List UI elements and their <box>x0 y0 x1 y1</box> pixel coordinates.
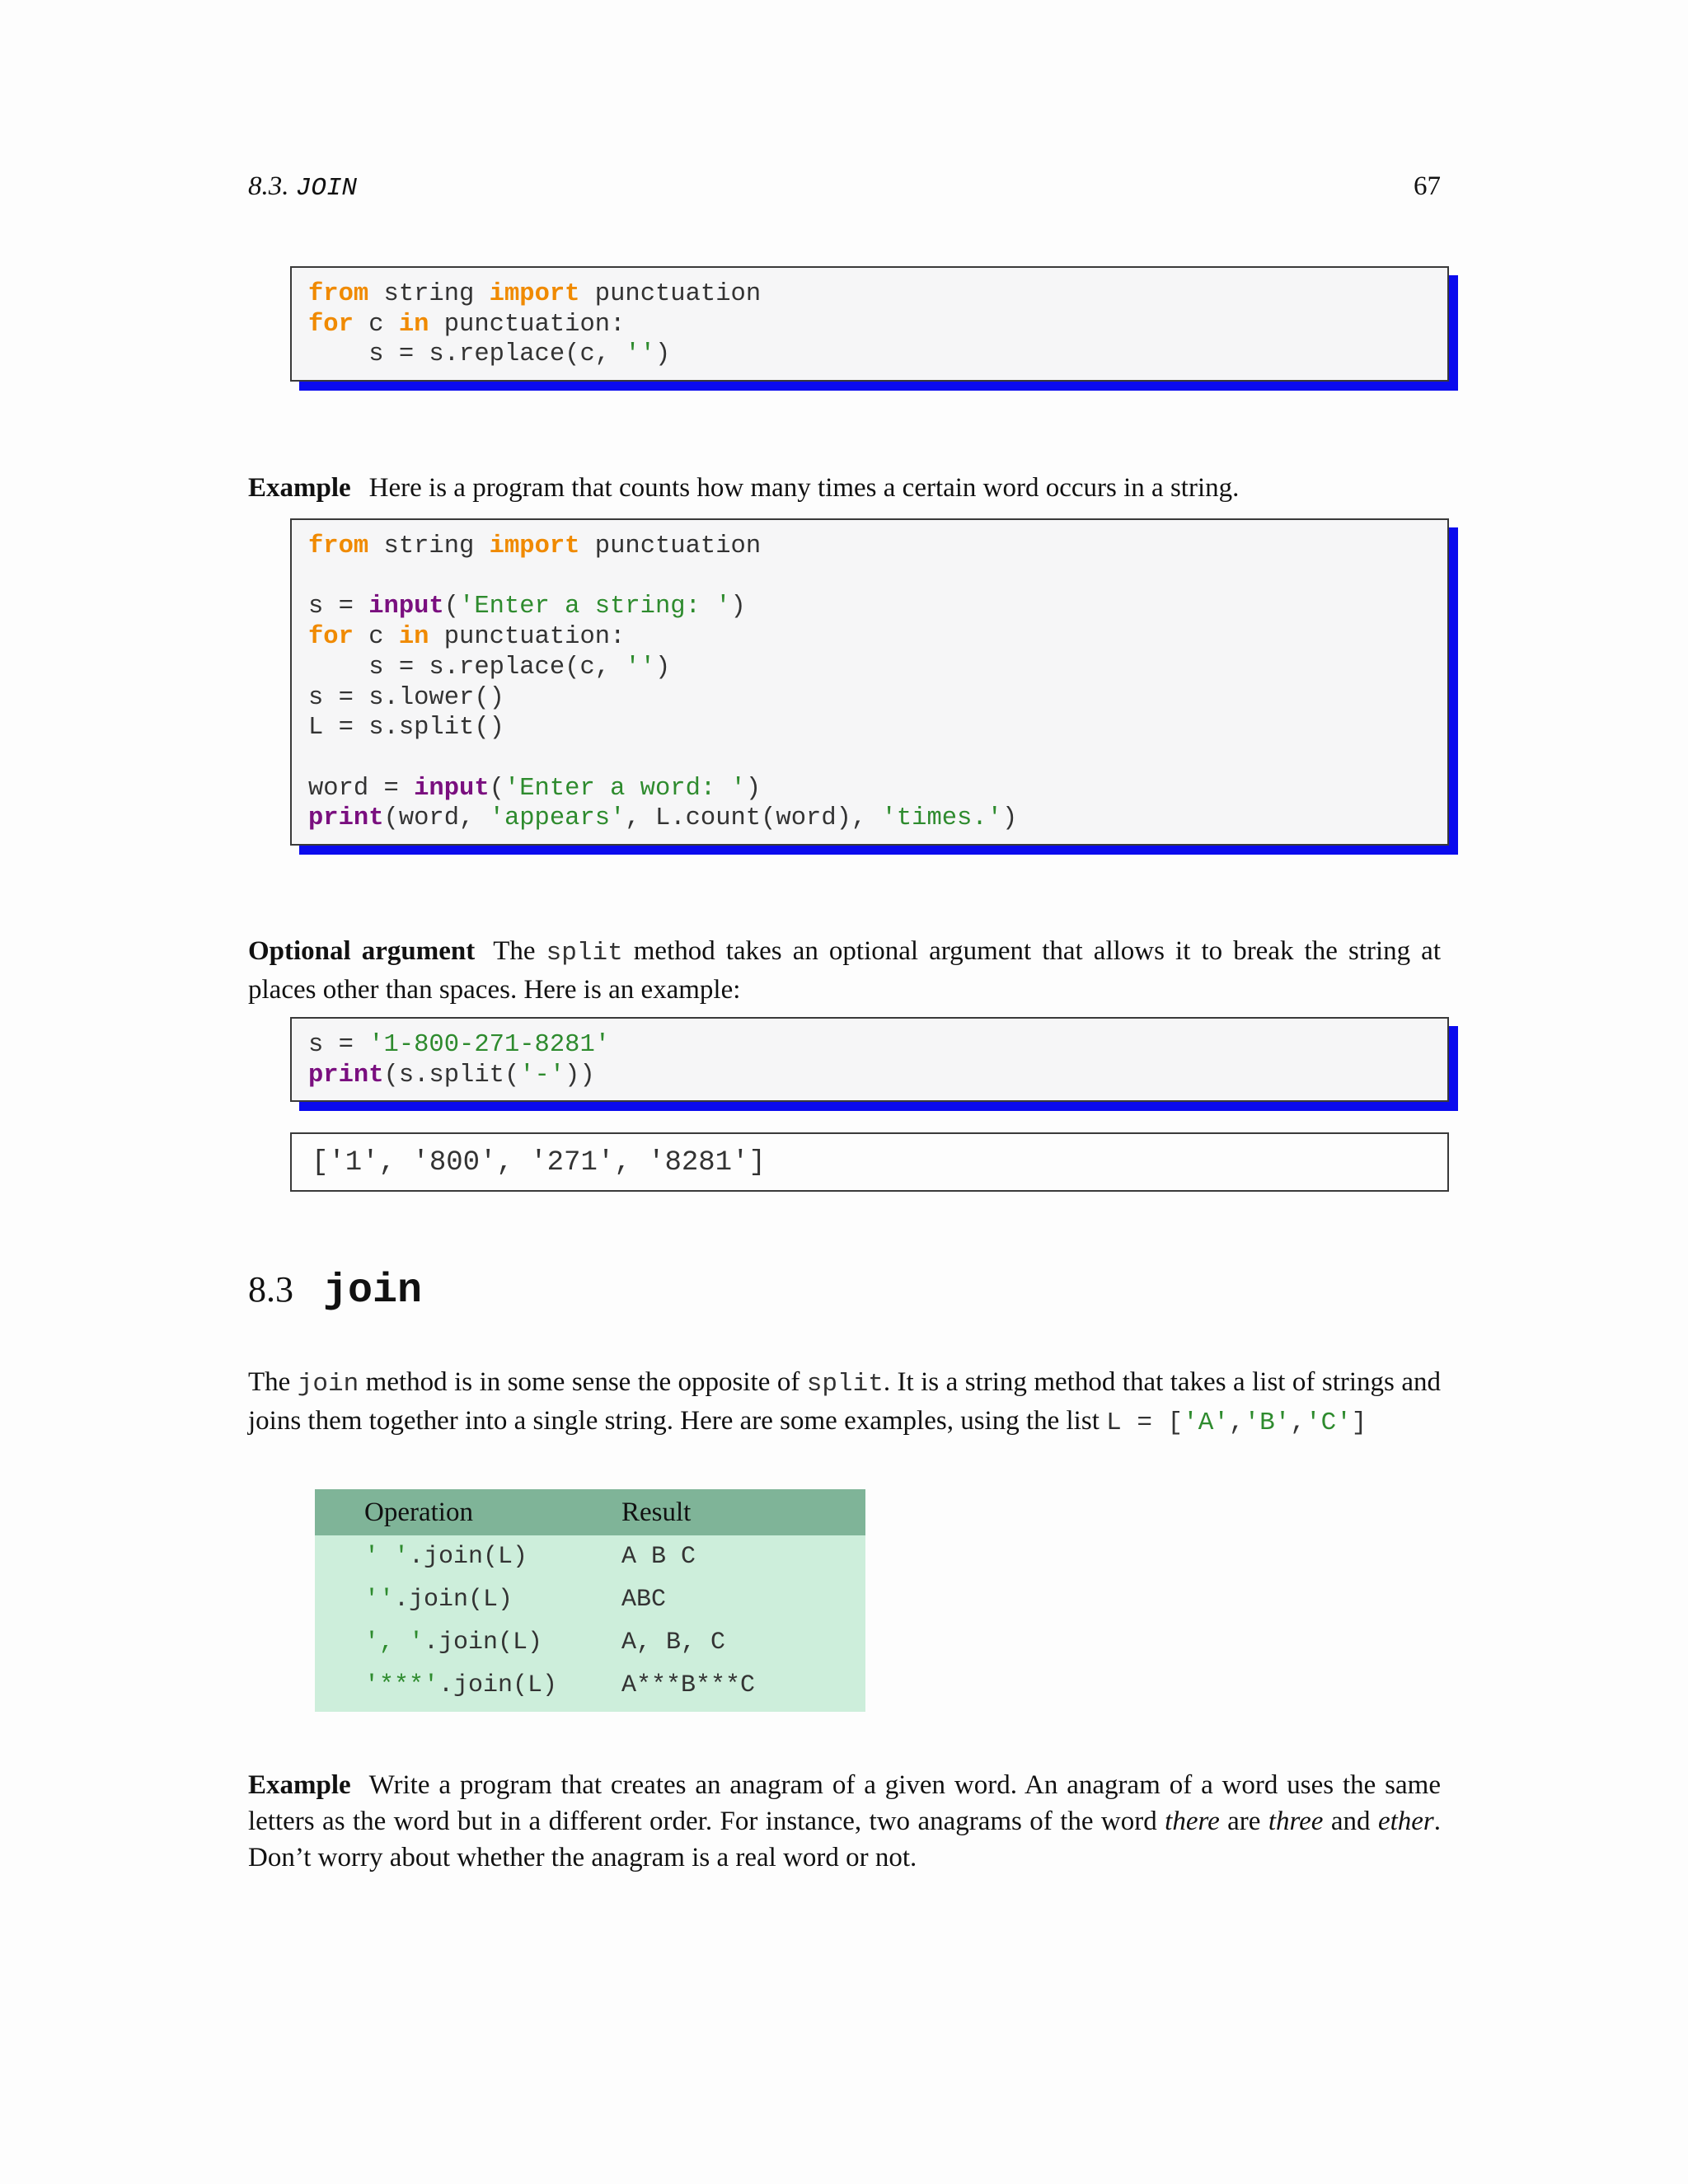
code-text: c <box>353 623 399 652</box>
result-cell: A***B***C <box>621 1671 756 1699</box>
inline-code: split <box>806 1370 884 1399</box>
string-literal: 'times.' <box>881 804 1002 833</box>
operation-cell <box>315 1543 621 1571</box>
example-label: Example <box>248 473 351 503</box>
code-block-word-count <box>290 518 1449 846</box>
code-text: string <box>368 280 490 308</box>
operation-cell <box>315 1586 621 1614</box>
code-text: ( <box>489 774 504 803</box>
example-label: Example <box>248 1770 351 1800</box>
string-literal: 'B' <box>1244 1408 1291 1437</box>
keyword: for <box>308 623 354 652</box>
code-text: ) <box>730 593 746 621</box>
string-literal: 'A' <box>1183 1408 1229 1437</box>
builtin: print <box>308 1061 384 1090</box>
section-title: join <box>323 1268 423 1315</box>
output-box: ['1', '800', '271', '8281'] <box>290 1132 1449 1192</box>
string-literal: '' <box>364 1586 395 1614</box>
builtin: print <box>308 804 384 833</box>
string-literal: '' <box>625 340 655 369</box>
code-text: s = s.replace(c, <box>308 340 626 369</box>
code-block-content <box>290 1017 1449 1102</box>
result-cell: A, B, C <box>621 1629 726 1657</box>
keyword: import <box>489 532 580 560</box>
optional-argument-paragraph <box>248 933 1441 1008</box>
code-text: (word, <box>383 804 490 833</box>
example-text: Here is a program that counts how many times a certain word occurs in a string. <box>368 473 1240 503</box>
italic-word: ether <box>1377 1807 1434 1836</box>
keyword: for <box>308 310 354 339</box>
page-number: 67 <box>1414 171 1441 201</box>
join-examples-table <box>315 1489 865 1712</box>
code-text: (s.split( <box>383 1061 520 1090</box>
inline-code-list <box>1106 1408 1367 1437</box>
keyword: from <box>308 280 369 308</box>
result-cell: ABC <box>621 1586 667 1614</box>
builtin: input <box>368 593 444 621</box>
code-block-punctuation <box>290 266 1449 382</box>
code-block-content <box>290 518 1449 846</box>
italic-word: there <box>1165 1807 1220 1836</box>
table-row <box>315 1664 865 1707</box>
code-text: L = s.split() <box>308 714 504 743</box>
code-text: .join(L) <box>409 1543 528 1571</box>
code-text: L = [ <box>1106 1408 1184 1437</box>
string-literal: 'Enter a word: ' <box>504 774 746 803</box>
code-text: .join(L) <box>394 1586 513 1614</box>
code-text: , L.count(word), <box>625 804 882 833</box>
code-text: ) <box>1001 804 1018 833</box>
code-text: , <box>1228 1408 1245 1437</box>
keyword: import <box>489 280 580 308</box>
code-text: s = s.lower() <box>308 683 504 712</box>
paragraph-text: and <box>1323 1807 1378 1836</box>
code-text: punctuation: <box>429 310 626 339</box>
result-cell: A B C <box>621 1543 696 1571</box>
code-text: , <box>1290 1408 1306 1437</box>
string-literal: 'appears' <box>489 804 626 833</box>
string-literal: '1-800-271-8281' <box>368 1031 611 1059</box>
column-header-operation: Operation <box>364 1497 473 1527</box>
section-number: 8.3 <box>248 1269 293 1310</box>
paragraph-text: The <box>248 1367 298 1397</box>
running-head-title: JOIN <box>295 174 358 203</box>
string-literal: '-' <box>519 1061 565 1090</box>
table-body <box>315 1535 865 1712</box>
string-literal: '***' <box>364 1671 439 1699</box>
example-paragraph-count <box>248 470 1441 506</box>
code-text: string <box>368 532 490 560</box>
running-head <box>248 171 357 203</box>
column-header-result: Result <box>621 1497 692 1527</box>
code-text: ] <box>1351 1408 1367 1437</box>
code-block-content <box>290 266 1449 382</box>
code-text: c <box>353 310 399 339</box>
keyword: from <box>308 532 369 560</box>
keyword: in <box>398 310 429 339</box>
paragraph-text: method takes an optional argument that allows it to break the string at places other than spaces. Here is an example: <box>248 936 1442 1005</box>
code-text: )) <box>565 1061 595 1090</box>
paragraph-text: method is in some sense the opposite of <box>359 1367 807 1397</box>
string-literal: 'Enter a string: ' <box>459 593 731 621</box>
page-header <box>248 171 1441 208</box>
table-header <box>315 1489 865 1535</box>
inline-code: join <box>297 1370 359 1399</box>
section-heading <box>248 1268 422 1315</box>
string-literal: '' <box>625 653 655 682</box>
keyword: in <box>398 623 429 652</box>
inline-code: split <box>546 939 623 968</box>
italic-word: three <box>1268 1807 1324 1836</box>
code-text: punctuation <box>579 280 762 308</box>
code-text: word = <box>308 774 415 803</box>
builtin: input <box>414 774 490 803</box>
join-paragraph <box>248 1364 1441 1441</box>
code-text: s = s.replace(c, <box>308 653 626 682</box>
table-row <box>315 1621 865 1664</box>
code-text: ) <box>654 340 671 369</box>
code-text: ( <box>443 593 460 621</box>
paragraph-text: . It is a string method that takes a list of strings and joins them together into a single string. Here are some examples, using the list <box>248 1367 1442 1436</box>
code-text: .join(L) <box>438 1671 558 1699</box>
code-text: s = <box>308 593 369 621</box>
paragraph-text: Write a program that creates an anagram of a given word. An anagram of a word uses the same letters as the word but in a different order. For instance, two anagrams of the word <box>248 1770 1441 1836</box>
table-row <box>315 1535 865 1578</box>
string-literal: ' ' <box>364 1543 410 1571</box>
example-paragraph-anagram <box>248 1767 1441 1876</box>
code-text: punctuation: <box>429 623 626 652</box>
running-head-number: 8.3. <box>248 171 289 201</box>
code-text: punctuation <box>579 532 762 560</box>
string-literal: 'C' <box>1305 1408 1352 1437</box>
operation-cell <box>315 1629 621 1657</box>
code-text: .join(L) <box>424 1629 543 1657</box>
code-text: ) <box>654 653 671 682</box>
optional-label: Optional argument <box>248 936 476 966</box>
operation-cell <box>315 1671 621 1699</box>
code-block-split <box>290 1017 1449 1102</box>
paragraph-text: . Don’t worry about whether the anagram is a real word or not. <box>248 1807 1441 1872</box>
code-text: s = <box>308 1031 369 1059</box>
string-literal: ', ' <box>364 1629 424 1657</box>
table-row <box>315 1578 865 1621</box>
paragraph-text: are <box>1219 1807 1268 1836</box>
code-text: ) <box>745 774 762 803</box>
paragraph-text: The <box>493 936 546 966</box>
